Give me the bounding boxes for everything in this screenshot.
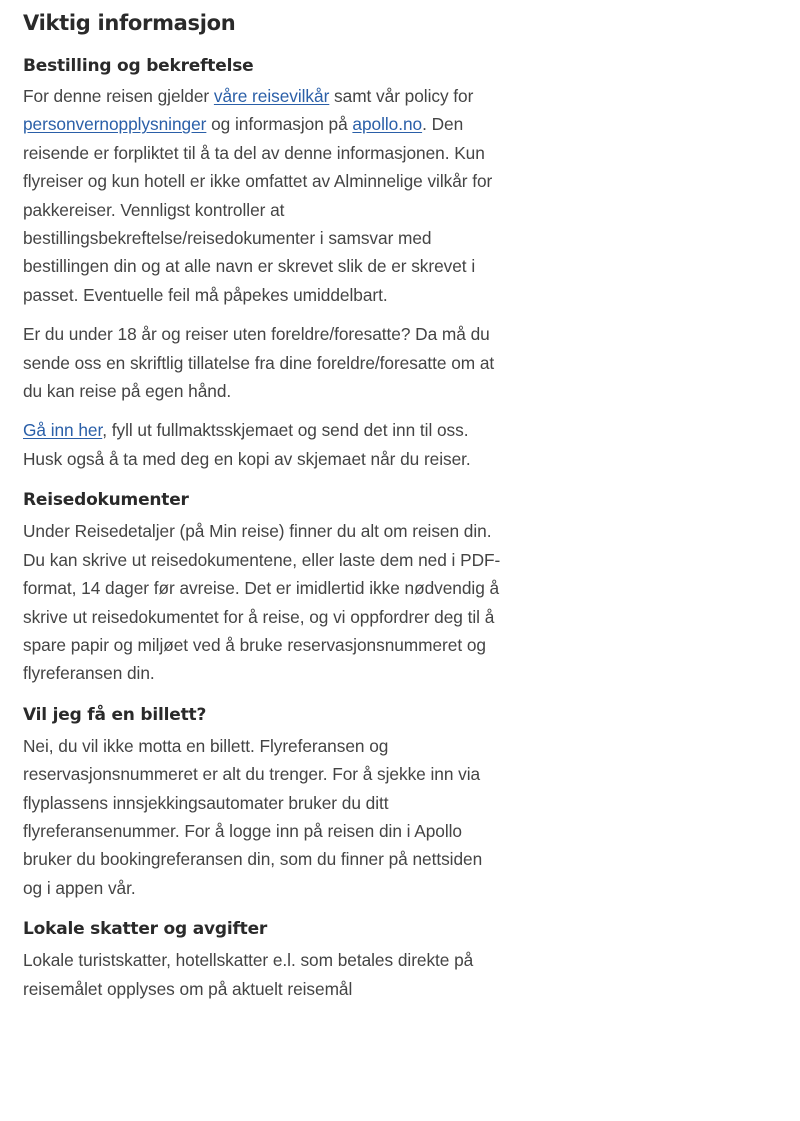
apollo-site-link[interactable]: apollo.no xyxy=(352,114,423,135)
section-title-taxes: Lokale skatter og avgifter xyxy=(23,919,268,940)
ticket-paragraph: Nei, du vil ikke motta en billett. Flyreferansen og reservasjonsnummeret er alt du trenger. For å sjekke inn via flyplassens innsjekkingsautomater bruker du ditt flyreferansenummer. For å logge inn på reisen din i Apollo bruker du bookingreferansen din, som du finner på nettsiden og i appen vår. xyxy=(23,735,483,898)
booking-paragraph-2: Er du under 18 år og reiser uten foreldre/foresatte? Da må du sende oss en skriftlig tillatelse fra dine foreldre/foresatte om at du kan reise på egen hånd. xyxy=(23,324,495,402)
booking-text-policy: samt vår policy for xyxy=(329,86,474,106)
section-title-ticket: Vil jeg få en billett? xyxy=(23,704,207,725)
section-taxes xyxy=(23,916,503,1003)
booking-paragraph-3 xyxy=(23,416,503,473)
consent-form-text: , fyll ut fullmaktsskjemaet og send det inn til oss. Husk også å ta med deg en kopi av skjemaet når du reiser. xyxy=(23,420,471,469)
section-title-booking: Bestilling og bekreftelse xyxy=(23,56,254,76)
taxes-paragraph: Lokale turistskatter, hotellskatter e.l. som betales direkte på reisemålet opplyses om på aktuelt reisemål xyxy=(23,950,474,999)
page-title: Viktig informasjon xyxy=(23,11,236,35)
section-booking xyxy=(23,53,503,473)
section-ticket xyxy=(23,702,503,902)
consent-form-link[interactable]: Gå inn her xyxy=(23,420,103,441)
documents-paragraph: Under Reisedetaljer (på Min reise) finner du alt om reisen din. Du kan skrive ut reisedokumentene, eller laste dem ned i PDF-format, 14 dager før avreise. Det er imidlertid ikke nødvendig å skrive ut reisedokumentet for å reise, og vi oppfordrer deg til å spare papir og miljøet ved å bruke reservasjonsnummeret og flyreferansen din. xyxy=(23,521,501,684)
booking-paragraph-1 xyxy=(23,82,503,309)
privacy-link[interactable]: personvernopplysninger xyxy=(23,114,207,135)
important-info-content xyxy=(23,8,503,1003)
booking-text-info: og informasjon på xyxy=(206,114,353,135)
section-documents xyxy=(23,487,503,687)
booking-text-body: . Den reisende er forpliktet til å ta del av denne informasjonen. Kun flyreiser og kun hotell er ikke omfattet av Alminnelige vilkår for pakkereiser. Vennligst kontroller at bestillingsbekreftelse/reisedokumenter i samsvar med bestillingen din og at alle navn er skrevet slik de er skrevet i passet. Eventuelle feil må påpekes umiddelbart. xyxy=(23,114,493,305)
section-title-documents: Reisedokumenter xyxy=(23,490,189,511)
booking-text-intro: For denne reisen gjelder xyxy=(23,86,214,106)
travel-terms-link[interactable]: våre reisevilkår xyxy=(213,86,330,106)
